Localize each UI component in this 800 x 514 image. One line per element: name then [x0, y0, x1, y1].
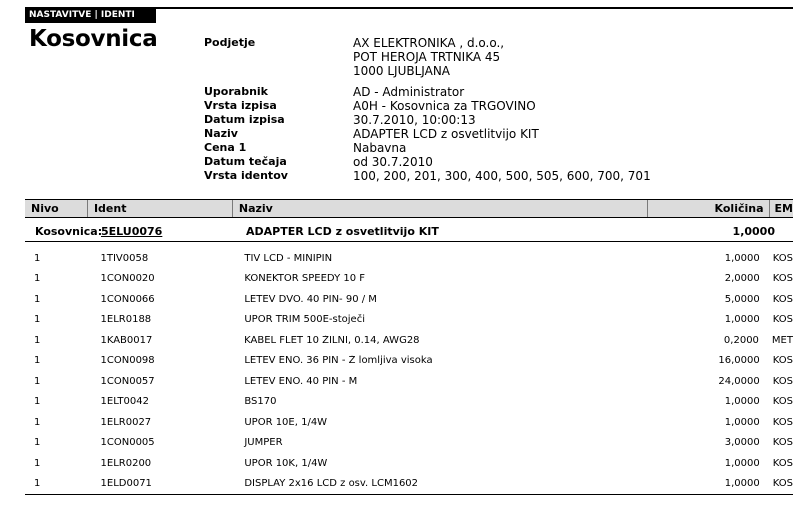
cell-kolicina: 1,0000	[724, 457, 760, 469]
vrsta-identov-value: 100, 200, 201, 300, 400, 500, 505, 600, 700, 701	[353, 169, 651, 183]
vrsta-izpisa-value: A0H - Kosovnica za TRGOVINO	[353, 99, 536, 113]
table-row	[25, 310, 793, 331]
info-row-podjetje	[204, 36, 764, 78]
section-tag: NASTAVITVE | IDENTI	[25, 7, 156, 23]
cell-nivo: 1	[34, 478, 41, 490]
cell-nivo: 1	[34, 273, 41, 285]
table-row	[25, 351, 793, 372]
cell-ident: 1CON0020	[100, 273, 155, 285]
table-row	[25, 289, 793, 310]
cell-ident: 1ELT0042	[100, 396, 149, 408]
cell-ident: 1CON0005	[100, 437, 155, 449]
summary-naziv: ADAPTER LCD z osvetlitvijo KIT	[246, 224, 439, 238]
cell-nivo: 1	[34, 334, 41, 346]
datum-izpisa-value: 30.7.2010, 10:00:13	[353, 113, 476, 127]
cell-kolicina: 5,0000	[724, 293, 760, 305]
page-title: Kosovnica	[29, 26, 158, 52]
address-line: AX ELEKTRONIKA , d.o.o.,	[353, 36, 505, 50]
table-row	[25, 453, 793, 474]
table-row	[25, 269, 793, 290]
top-rule	[156, 7, 793, 9]
cell-naziv: LETEV DVO. 40 PIN- 90 / M	[244, 293, 377, 305]
cell-nivo: 1	[34, 375, 41, 387]
summary-row	[25, 221, 793, 242]
info-row-naziv	[204, 127, 764, 141]
uporabnik-value: AD - Administrator	[353, 85, 465, 99]
table-body	[25, 248, 793, 494]
cell-naziv: UPOR 10E, 1/4W	[244, 416, 328, 428]
cell-kolicina: 16,0000	[718, 355, 760, 367]
cell-ident: 1CON0057	[100, 375, 155, 387]
cell-naziv: KABEL FLET 10 ŽILNI, 0.14, AWG28	[244, 334, 420, 346]
cell-nivo: 1	[34, 457, 41, 469]
vrsta-izpisa-label: Vrsta izpisa	[204, 99, 277, 112]
cell-naziv: BS170	[244, 396, 277, 408]
naziv-value: ADAPTER LCD z osvetlitvijo KIT	[353, 127, 539, 141]
cell-naziv: DISPLAY 2x16 LCD z osv. LCM1602	[244, 478, 419, 490]
column-header-em: EM	[774, 202, 793, 215]
cell-ident: 1ELR0200	[100, 457, 152, 469]
table-row	[25, 392, 793, 413]
cell-naziv: UPOR 10K, 1/4W	[244, 457, 328, 469]
datum-izpisa-label: Datum izpisa	[204, 113, 285, 126]
cell-kolicina: 2,0000	[724, 273, 760, 285]
table-row	[25, 474, 793, 495]
column-header-ident: Ident	[88, 200, 233, 217]
info-row-uporabnik	[204, 85, 764, 99]
cell-em: MET	[771, 334, 793, 346]
summary-ident: 5ELU0076	[101, 224, 163, 238]
cell-nivo: 1	[34, 293, 41, 305]
info-row-cena	[204, 141, 764, 155]
cell-ident: 1ELD0071	[100, 478, 152, 490]
cell-nivo: 1	[34, 437, 41, 449]
cell-em: KOS	[772, 437, 793, 449]
cena-value: Nabavna	[353, 141, 407, 155]
info-row-vrsta-identov	[204, 169, 764, 183]
podjetje-value	[353, 36, 764, 78]
cell-ident: 1TIV0058	[100, 252, 149, 264]
vrsta-identov-label: Vrsta identov	[204, 169, 288, 182]
uporabnik-label: Uporabnik	[204, 85, 269, 98]
column-header-nivo: Nivo	[25, 200, 88, 217]
info-row-vrsta-izpisa	[204, 99, 764, 113]
cell-naziv: UPOR TRIM 500E-stoječi	[244, 314, 365, 326]
table-row	[25, 248, 793, 269]
cell-naziv: LETEV ENO. 36 PIN - Ž lomljiva visoka	[244, 355, 433, 367]
cell-naziv: KONEKTOR SPEEDY 10 F	[244, 273, 366, 285]
cell-kolicina: 1,0000	[724, 478, 760, 490]
cell-em: KOS	[772, 355, 793, 367]
cell-ident: 1KAB0017	[100, 334, 153, 346]
naziv-label: Naziv	[204, 127, 238, 140]
cell-em: KOS	[772, 396, 793, 408]
cell-naziv: LETEV ENO. 40 PIN - M	[244, 375, 358, 387]
cell-em: KOS	[772, 375, 793, 387]
cell-kolicina: 3,0000	[724, 437, 760, 449]
cell-kolicina: 1,0000	[724, 416, 760, 428]
cell-em: KOS	[772, 416, 793, 428]
cell-kolicina: 0,2000	[723, 334, 759, 346]
cell-naziv: JUMPER	[244, 437, 283, 449]
summary-label: Kosovnica:	[35, 224, 103, 238]
cell-kolicina: 24,0000	[718, 375, 760, 387]
cell-nivo: 1	[34, 252, 41, 264]
column-header-naziv: Naziv	[233, 200, 648, 217]
cell-nivo: 1	[34, 314, 41, 326]
cell-nivo: 1	[34, 396, 41, 408]
report-info	[204, 36, 764, 183]
address-line: POT HEROJA TRTNIKA 45	[353, 50, 501, 64]
cell-ident: 1ELR0027	[100, 416, 152, 428]
cell-em: KOS	[772, 273, 793, 285]
cell-nivo: 1	[34, 416, 41, 428]
cell-kolicina: 1,0000	[724, 314, 760, 326]
cena-label: Cena 1	[204, 141, 247, 154]
table-row	[25, 371, 793, 392]
bottom-rule	[25, 494, 793, 495]
summary-kolicina: 1,0000	[732, 224, 775, 238]
cell-em: KOS	[772, 293, 793, 305]
cell-em: KOS	[772, 478, 793, 490]
cell-nivo: 1	[34, 355, 41, 367]
cell-ident: 1ELR0188	[100, 314, 152, 326]
table-row	[25, 433, 793, 454]
cell-naziv: TIV LCD - MINIPIN	[244, 252, 333, 264]
datum-tecaja-label: Datum tečaja	[204, 155, 287, 168]
info-row-datum-izpisa	[204, 113, 764, 127]
table-row	[25, 412, 793, 433]
table-header	[25, 199, 793, 218]
podjetje-label: Podjetje	[204, 36, 256, 49]
cell-em: KOS	[772, 457, 793, 469]
cell-kolicina: 1,0000	[724, 396, 760, 408]
table-row	[25, 330, 793, 351]
info-row-datum-tecaja	[204, 155, 764, 169]
cell-em: KOS	[772, 314, 793, 326]
cell-ident: 1CON0066	[100, 293, 155, 305]
datum-tecaja-value: od 30.7.2010	[353, 155, 433, 169]
cell-em: KOS	[772, 252, 793, 264]
column-header-kolicina: Količina	[648, 200, 770, 217]
cell-kolicina: 1,0000	[724, 252, 760, 264]
address-line: 1000 LJUBLJANA	[353, 64, 451, 78]
cell-ident: 1CON0098	[100, 355, 155, 367]
